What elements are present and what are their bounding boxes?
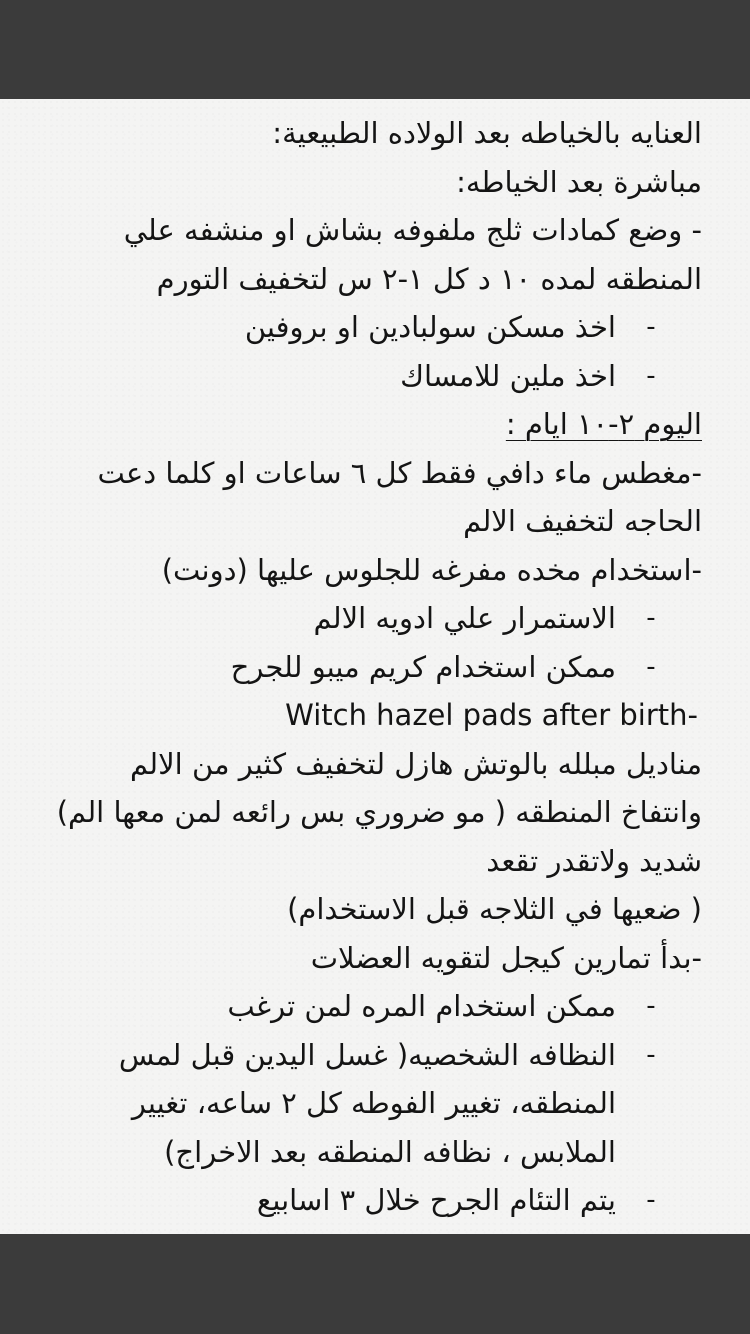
list-item xyxy=(46,982,702,1031)
witch-hazel-line xyxy=(46,691,702,740)
fridge-note: ( ضعيها في الثلاجه قبل الاستخدام) xyxy=(287,892,702,926)
list-item xyxy=(46,303,702,352)
bullet-dash: - xyxy=(646,312,656,342)
list-item-text: يتم التئام الجرح خلال ٣ اسابيع xyxy=(256,1183,616,1217)
section1-text: - وضع كمادات ثلج ملفوفه بشاش او منشفه علي المنطقه لمده ١٠ د كل ١-٢ س لتخفيف التورم xyxy=(123,213,702,296)
bullet-dash: - xyxy=(646,603,656,633)
list-item xyxy=(46,352,702,401)
witch-hazel-line-text: Witch hazel pads after birth- xyxy=(285,698,698,732)
list-item-text: اخذ مسكن سولبادين او بروفين xyxy=(244,310,616,344)
bullet-dash: - xyxy=(646,991,656,1021)
note-title: العنايه بالخياطه بعد الولاده الطبيعية: xyxy=(272,116,702,150)
list-item-text: النظافه الشخصيه( غسل اليدين قبل لمس المنطقه، تغيير الفوطه كل ٢ ساعه، تغيير الملابس ، نظافه المنطقه بعد الاخراج) xyxy=(118,1037,616,1169)
list-item-text: ممكن استخدام كريم ميبو للجرح xyxy=(230,649,616,684)
bottom-bar xyxy=(0,1234,750,1334)
section2-text2: -استخدام مخده مفرغه للجلوس عليها (دونت) xyxy=(161,552,702,587)
bullet-dash: - xyxy=(646,651,656,682)
section2-heading xyxy=(46,400,702,449)
list-item-text: الاستمرار علي ادويه الالم xyxy=(313,601,616,635)
bullet-dash: - xyxy=(646,1185,656,1215)
list-item-text: ممكن استخدام المره لمن ترغب xyxy=(227,989,616,1023)
section2-text1: -مغطس ماء دافي فقط كل ٦ ساعات او كلما دعت الحاجه لتخفيف الالم xyxy=(97,455,702,538)
kegel-text: -بدأ تمارين كيجل لتقويه العضلات xyxy=(310,940,702,975)
section2-heading-text: اليوم ٢-١٠ ايام : xyxy=(505,407,702,441)
note-content[interactable] xyxy=(46,109,702,1225)
bullet-dash: - xyxy=(646,1039,656,1070)
section1-heading: مباشرة بعد الخياطه: xyxy=(456,164,702,199)
top-bar xyxy=(0,0,750,99)
list-item-text: اخذ ملين للامساك xyxy=(400,358,616,393)
list-item xyxy=(46,1176,702,1225)
note-paper xyxy=(0,99,750,1234)
list-item xyxy=(46,1031,702,1177)
list-item xyxy=(46,643,702,692)
witch-hazel-text: مناديل مبلله بالوتش هازل لتخفيف كثير من الالم وانتفاخ المنطقه ( مو ضروري بس رائعه لمن معها الم) شديد ولاتقدر تقعد xyxy=(56,746,702,878)
bullet-dash: - xyxy=(646,360,656,391)
list-item xyxy=(46,594,702,643)
